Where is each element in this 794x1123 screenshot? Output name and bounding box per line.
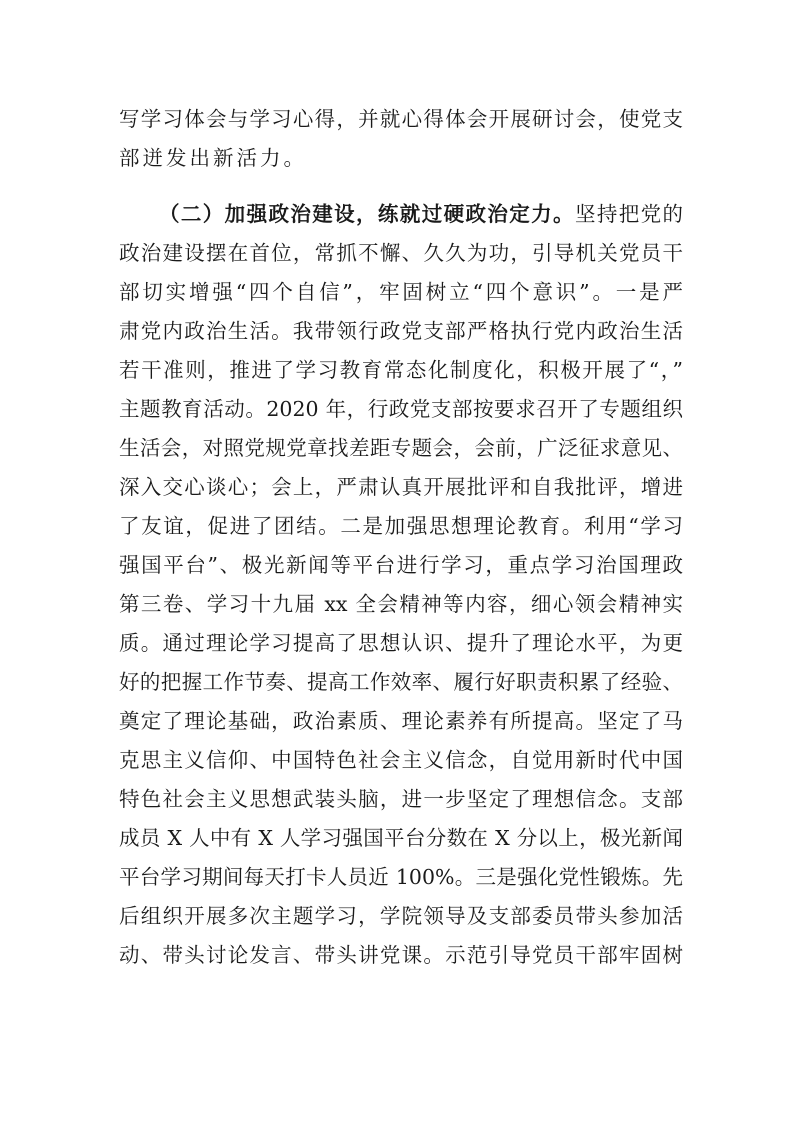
heading-continuation: 坚持把党的 [574, 202, 684, 226]
text-line-23 [119, 976, 683, 1012]
text-line-21: 后组织开展多次主题学习，学院领导及支部委员带头参加活 [119, 904, 683, 928]
text-line-14: 质。通过理论学习提高了思想认识、提升了理论水平，为更 [119, 631, 683, 655]
text-line-19: 成员 X 人中有 X 人学习强国平台分数在 X 分以上，极光新闻 [119, 826, 683, 850]
text-line-20: 平台学习期间每天打卡人员近 100%。三是强化党性锻炼。先 [119, 865, 683, 889]
section-heading: （二）加强政治建设，练就过硬政治定力。 [159, 202, 575, 226]
text-line-6: 肃党内政治生活。我带领行政党支部严格执行党内政治生活 [119, 319, 683, 343]
text-line-10: 深入交心谈心；会上，严肃认真开展批评和自我批评，增进 [119, 475, 683, 499]
text-line-2: 部迸发出新活力。 [119, 146, 307, 170]
text-line-5: 部切实增强“四个自信”，牢固树立“四个意识”。一是严 [119, 280, 683, 304]
text-line-16: 奠定了理论基础，政治素质、理论素养有所提高。坚定了马 [119, 709, 683, 733]
text-line-22: 动、带头讨论发言、带头讲党课。示范引导党员干部牢固树 [119, 943, 683, 967]
text-line-17: 克思主义信仰、中国特色社会主义信念，自觉用新时代中国 [119, 748, 683, 772]
text-line-11: 了友谊，促进了团结。二是加强思想理论教育。利用“学习 [119, 514, 683, 538]
text-line-7: 若干准则，推进了学习教育常态化制度化，积极开展了“，” [119, 358, 683, 382]
text-line-18: 特色社会主义思想武装头脑，进一步坚定了理想信念。支部 [119, 787, 683, 811]
text-line-12: 强国平台”、极光新闻等平台进行学习，重点学习治国理政 [119, 553, 683, 577]
section-heading-line [159, 196, 683, 232]
text-line-15: 好的把握工作节奏、提高工作效率、履行好职责积累了经验、 [119, 670, 683, 694]
text-line-13: 第三卷、学习十九届 xx 全会精神等内容，细心领会精神实 [119, 592, 683, 616]
text-line-1: 写学习体会与学习心得，并就心得体会开展研讨会，使党支 [119, 107, 683, 131]
text-line-4: 政治建设摆在首位，常抓不懈、久久为功，引导机关党员干 [119, 241, 683, 265]
text-line-9: 生活会，对照党规党章找差距专题会，会前，广泛征求意见、 [119, 436, 683, 460]
text-line-8: 主题教育活动。2020 年，行政党支部按要求召开了专题组织 [119, 397, 683, 421]
